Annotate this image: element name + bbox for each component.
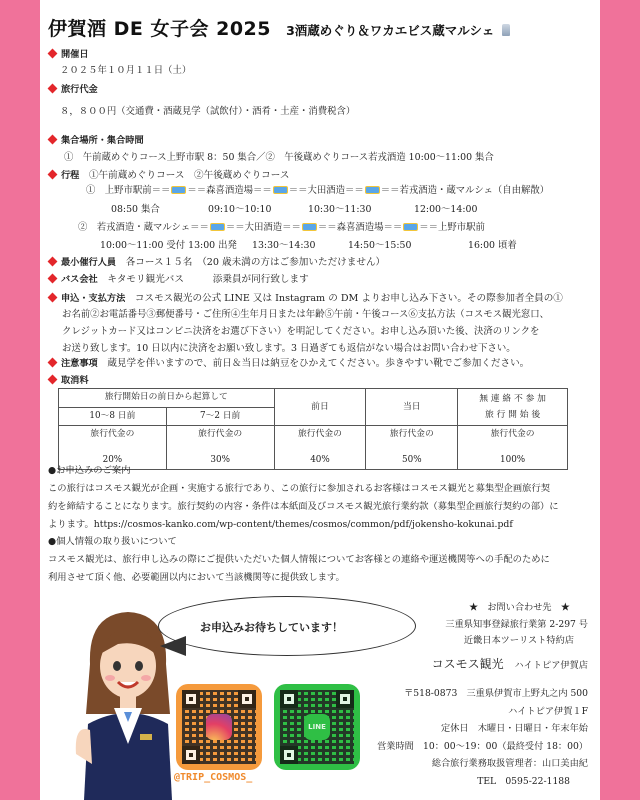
guide-line: この旅行はコスモス観光が企画・実施する旅行であり、この旅行に参加されるお客様はコスモス観光と募集型企画旅行契 xyxy=(48,483,551,494)
meeting-heading: 集合場所・集合時間 xyxy=(48,133,144,148)
sake-bottle-icon xyxy=(502,24,510,36)
contact-registration: 三重県知事登録旅行業第 2-297 号 xyxy=(445,619,588,630)
bus-icon xyxy=(210,223,225,231)
contact-manager: 総合旅行業務取扱管理者：山口美由紀 xyxy=(431,758,588,769)
company-name-row xyxy=(432,657,588,673)
cancellation-table xyxy=(58,388,568,470)
guide-section xyxy=(48,462,594,534)
minimum-row: 最小催行人員 各コース１５名 （20 歳未満の方はご参加いただけません） xyxy=(48,255,385,270)
title-row xyxy=(48,14,596,44)
contact-heading: ★ お問い合わせ先 ★ xyxy=(468,602,570,613)
privacy-section xyxy=(48,533,594,587)
privacy-line: 利用させて頂く他、必要範囲以内において当該機関等に提供致します。 xyxy=(48,572,345,583)
table-cell: 旅行代金の 20% xyxy=(59,426,167,470)
price-heading: 旅行代金 xyxy=(48,82,98,97)
diamond-bullet-icon xyxy=(48,84,58,94)
table-header-cell: 10～8 日前 xyxy=(59,407,167,426)
table-header-cell: 当日 xyxy=(366,389,458,426)
guide-line: よります。https://cosmos-kanko.com/wp-content/themes/cosmos/common/pdf/jokensho-kokunai.pdf xyxy=(48,519,513,530)
diamond-bullet-icon xyxy=(48,274,58,284)
bus-icon xyxy=(273,186,288,194)
meeting-value: ① 午前蔵めぐりコース上野市駅 8：50 集合／② 午後蔵めぐりコース若戎酒造 10:00～11:00 集合 xyxy=(64,152,494,163)
apply-line-3: クレジットカード又はコンビニ決済をお選び下さい）を明記してください。お申し込み頂いた後、決済のリンクを xyxy=(62,326,540,337)
bus-icon xyxy=(302,223,317,231)
table-cell: 旅行代金の 100% xyxy=(458,426,568,470)
route1-time-4: 12:00～14:00 xyxy=(414,204,478,215)
route2-time-3: 14:50～15:50 xyxy=(348,240,412,251)
cancel-heading: 取消料 xyxy=(48,373,89,388)
diamond-bullet-icon xyxy=(48,170,58,180)
instagram-qr-code[interactable] xyxy=(176,684,262,770)
route2-time-1: 10:00～11:00 受付 13:00 出発 xyxy=(100,240,237,251)
table-header-cell: 前日 xyxy=(274,389,366,426)
diamond-bullet-icon xyxy=(48,375,58,385)
instagram-icon xyxy=(206,714,232,740)
table-cell: 旅行代金の 40% xyxy=(274,426,366,470)
apply-line-2: お名前②お電話番号③郵便番号・ご住所④生年月日または年齢⑤午前・午後コース⑥支払方法（コスモス観光窓口、 xyxy=(62,309,550,320)
diamond-bullet-icon xyxy=(48,49,58,59)
itinerary-heading: 行程 ①午前蔵めぐりコース ②午後蔵めぐりコース xyxy=(48,168,289,183)
speech-bubble-text: お申込みお待ちしています！ xyxy=(200,621,343,634)
diamond-bullet-icon xyxy=(48,257,58,267)
diamond-bullet-icon xyxy=(48,135,58,145)
event-title: 伊賀酒 DE 女子会 2025 xyxy=(48,18,271,40)
route1: ① 上野市駅前＝＝ ＝＝森喜酒造場＝＝ ＝＝大田酒造＝＝ ＝＝若戎酒造・蔵マルシェ（自由解散） xyxy=(86,185,550,196)
guide-line: 約を締結することになります。旅行契約の内容・条件は本紙面及びコスモス観光旅行業約款（募集型企画旅行契約の部）に xyxy=(48,501,559,512)
event-subtitle: 3酒蔵めぐり＆ワカエビス蔵マルシェ xyxy=(286,23,495,38)
route2-time-2: 13:30～14:30 xyxy=(252,240,316,251)
table-header-cell: 7～2 日前 xyxy=(166,407,274,426)
branch-name: ハイトピア伊賀店 xyxy=(514,660,588,671)
diamond-bullet-icon xyxy=(48,358,58,368)
route1-time-3: 10:30～11:30 xyxy=(308,204,372,215)
company-name: コスモス観光 xyxy=(431,657,504,671)
line-qr-code[interactable] xyxy=(274,684,360,770)
apply-line-4: お送り致します。10 日以内に決済をお願い致します。3 日過ぎても返信がない場合はお問い合わせ下さい。 xyxy=(62,343,516,354)
table-header-cell: 無 連 絡 不 参 加 旅 行 開 始 後 xyxy=(458,389,568,426)
table-cell: 旅行代金の 30% xyxy=(166,426,274,470)
date-value: ２０２５年１０月１１日（土） xyxy=(60,65,192,76)
route1-time-2: 09:10～10:10 xyxy=(208,204,272,215)
flyer-sheet xyxy=(40,0,600,800)
guide-heading: ●お申込みのご案内 xyxy=(48,465,131,476)
table-header-cell: 旅行開始日の前日から起算して xyxy=(59,389,275,408)
table-cell: 旅行代金の 50% xyxy=(366,426,458,470)
apply-row: 申込・支払方法 コスモス観光の公式 LINE 又は Instagram の DM よりお申し込み下さい。その際参加者全員の① xyxy=(48,291,563,306)
instagram-handle: @TRIP_COSMOS_ xyxy=(174,772,253,783)
contact-hours: 営業時間 10：00～19：00（最終受付 18：00） xyxy=(377,741,588,752)
bus-icon xyxy=(171,186,186,194)
bus-icon xyxy=(365,186,380,194)
route2-time-4: 16:00 頃着 xyxy=(468,240,517,251)
privacy-line: コスモス観光は、旅行申し込みの際にご提供いただいた個人情報についてお客様との連絡や運送機関等への手配のために xyxy=(48,554,550,565)
privacy-heading: ●個人情報の取り扱いについて xyxy=(48,536,177,547)
bus-icon xyxy=(403,223,418,231)
contact-holiday: 定休日 木曜日・日曜日・年末年始 xyxy=(441,723,588,734)
contact-address: 〒518-0873 三重県伊賀市上野丸之内 500 xyxy=(404,688,588,699)
contact-address-building: ハイトピア伊賀１F xyxy=(508,706,588,717)
route1-time-1: 08:50 集合 xyxy=(111,204,160,215)
speech-bubble-tail xyxy=(160,636,186,656)
line-icon: LINE xyxy=(304,714,330,740)
price-value: ８，８００円（交通費・酒蔵見学（試飲付）・酒肴・土産・消費税含） xyxy=(60,106,356,117)
bus-row: バス会社 キタモリ観光バス 添乗員が同行致します xyxy=(48,272,309,287)
date-heading: 開催日 xyxy=(48,47,89,62)
route2: ② 若戎酒造・蔵マルシェ＝＝ ＝＝大田酒造＝＝ ＝＝森喜酒造場＝＝ ＝＝上野市駅前 xyxy=(78,222,485,233)
diamond-bullet-icon xyxy=(48,293,58,303)
table-row xyxy=(59,389,568,408)
contact-phone: TEL 0595-22-1188 xyxy=(477,776,570,787)
contact-affiliate: 近畿日本ツーリスト特約店 xyxy=(463,635,574,646)
itinerary-courses: ①午前蔵めぐりコース ②午後蔵めぐりコース xyxy=(88,170,290,181)
notes-row: 注意事項 蔵見学を伴いますので、前日＆当日は納豆をひかえてください。歩きやすい靴でご参加ください。 xyxy=(48,356,529,371)
